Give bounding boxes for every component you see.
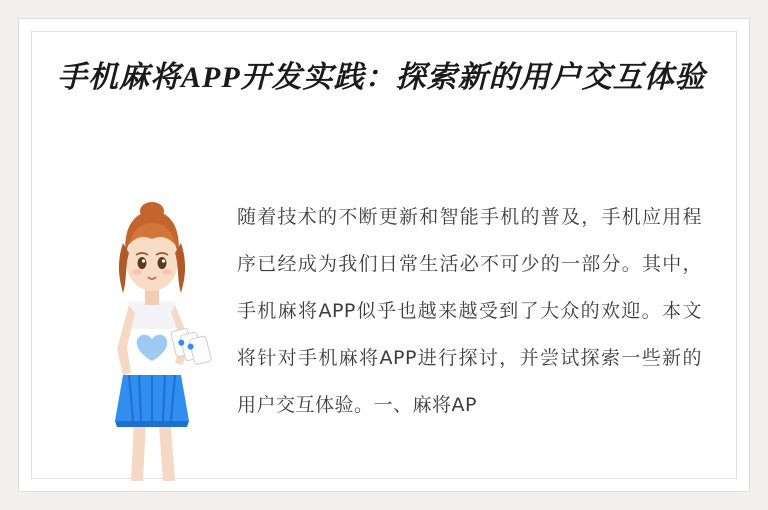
- article-card: [18, 18, 750, 492]
- anime-girl-holding-mahjong-tiles-illustration: [77, 189, 227, 489]
- page-title: 手机麻将APP开发实践：探索新的用户交互体验: [57, 61, 706, 94]
- article-content: [57, 169, 719, 471]
- article-body: 随着技术的不断更新和智能手机的普及，手机应用程序已经成为我们日常生活必不可少的一部分。其中，手机麻将APP似乎也越来越受到了大众的欢迎。本文将针对手机麻将APP进行探讨，并尝试探索一些新的用户交互体验。一、麻将AP: [237, 206, 702, 416]
